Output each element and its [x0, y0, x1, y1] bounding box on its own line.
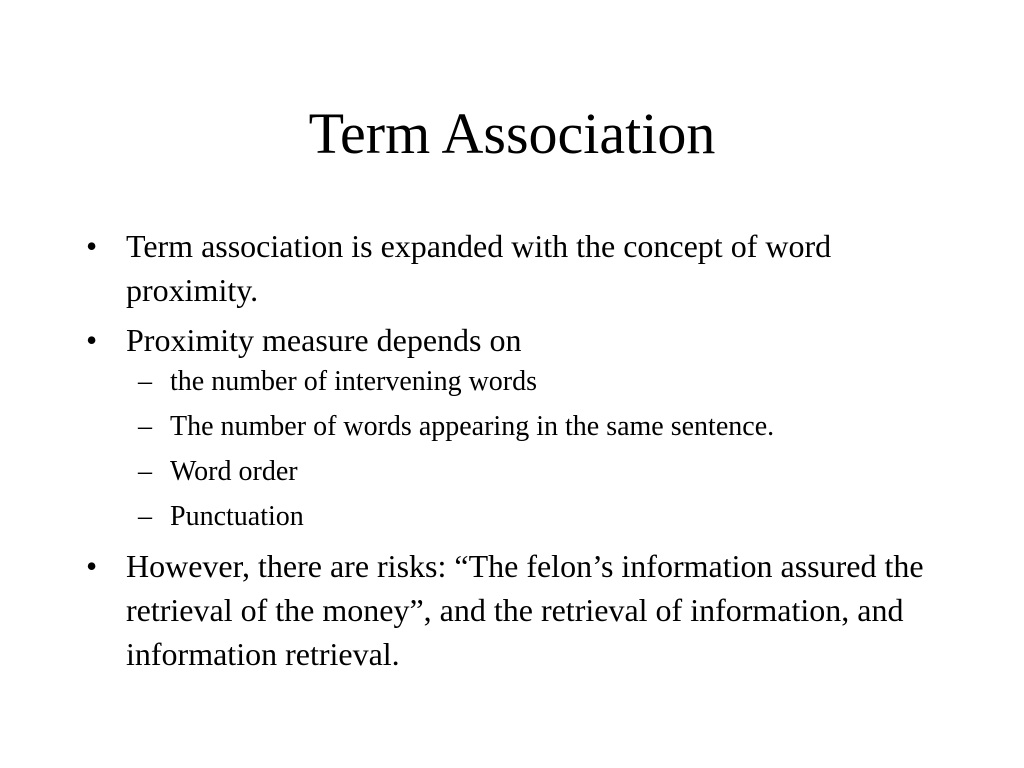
sub-bullet-marker: –	[138, 456, 152, 487]
sub-bullet-marker: –	[138, 411, 152, 442]
sub-bullet-list	[84, 364, 964, 535]
bullet-item	[84, 544, 964, 676]
bullet-text: Proximity measure depends on	[126, 322, 522, 358]
bullet-item	[84, 224, 964, 312]
sub-bullet-marker: –	[138, 366, 152, 397]
bullet-marker: •	[86, 548, 98, 584]
sub-bullet-item	[84, 454, 964, 490]
slide-body	[84, 224, 964, 676]
bullet-item	[84, 318, 964, 362]
sub-bullet-item	[84, 364, 964, 400]
bullet-marker: •	[86, 228, 98, 264]
bullet-text: Term association is expanded with the concept of word proximity.	[126, 228, 832, 308]
sub-bullet-text: the number of intervening words	[170, 366, 538, 397]
sub-bullet-text: Word order	[170, 456, 298, 487]
bullet-text: However, there are risks: “The felon’s information assured the retrieval of the money”, and the retrieval of information, and information retrieval.	[126, 548, 924, 672]
bullet-marker: •	[86, 322, 98, 358]
sub-bullet-item	[84, 499, 964, 535]
sub-bullet-text: Punctuation	[170, 501, 304, 532]
sub-bullet-item	[84, 409, 964, 445]
slide-title: Term Association	[308, 101, 716, 166]
sub-bullet-marker: –	[138, 501, 152, 532]
sub-bullet-text: The number of words appearing in the same sentence.	[170, 411, 775, 442]
